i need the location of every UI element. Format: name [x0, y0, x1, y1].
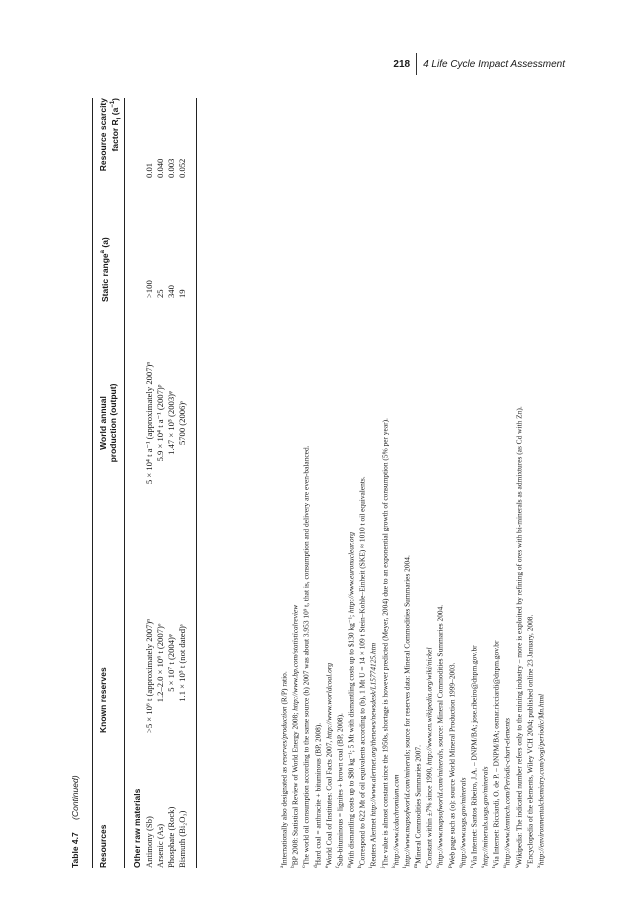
- footnote-mark: h: [357, 865, 364, 868]
- footnote-link[interactable]: http://www.euronuclear.org: [346, 532, 356, 614]
- footnote-mark: x: [535, 865, 542, 868]
- footnote-mark: p: [446, 865, 453, 868]
- footnote-tail: , source: Mineral Commodities Summaries 2004.: [435, 604, 445, 751]
- cell-rsf: 0.003: [166, 158, 176, 178]
- footnote-link[interactable]: http://www.mapsofworld.com/minerals: [435, 750, 445, 866]
- footnote-link[interactable]: http://www.lenntech.com/Periodic-chart-elements: [502, 718, 512, 866]
- cell-rsf: 0.052: [177, 158, 187, 178]
- footnote: [300, 98, 311, 868]
- col-header-static: [98, 237, 110, 302]
- rsf-close: ): [109, 98, 120, 101]
- col-header-world-line2: production (output): [108, 383, 118, 463]
- footnote-text: Web page such as (o): source World Mineral Production 1999–2003.: [447, 662, 457, 866]
- col-header-known: Known reserves: [98, 667, 108, 733]
- footnote: [312, 98, 323, 868]
- rsf-unit: (a: [109, 107, 120, 116]
- cell-static: >100: [144, 280, 154, 298]
- rsf-line2: [108, 98, 125, 186]
- table-bottom-rule: [196, 98, 197, 868]
- footnote: [423, 98, 434, 868]
- footnote-mark: a: [279, 865, 285, 868]
- cell-resource: Phosphate (Rock): [166, 806, 176, 868]
- footnote: [345, 98, 356, 868]
- footnote: [468, 98, 479, 868]
- cell-resource: Arsenic (As): [155, 823, 165, 868]
- footnote-mark: l: [401, 866, 408, 868]
- footnote-link[interactable]: http://www.usgs.gov/minerals: [458, 777, 468, 866]
- col-header-world-line1: World annual: [98, 396, 108, 450]
- footnote-text: Correspond to 622 Mt of oil equivalents according to (b), 1 Mt U = 14 × 109 t Stein–Kohle–Einheit (SKE) ≈ 1010 t oil equivalents.: [357, 476, 367, 866]
- footnote-mark: i: [368, 866, 375, 868]
- footnote: [412, 98, 423, 868]
- page-number: 218: [393, 58, 411, 70]
- footnote-text: World Coal of Institutes: Coal Facts 2007,: [324, 738, 334, 866]
- cell-rsf: 0.040: [155, 158, 165, 178]
- footnote-mark: s: [480, 865, 487, 868]
- footnote-text: Internationally also designated as: [279, 764, 289, 866]
- footnote: [401, 98, 412, 868]
- footnote-text: The world oil consumption according to the same source (b) 2007 was about 3.953 10⁹ t, that is, consumption and delivery are even-balanced.: [301, 445, 311, 866]
- col-header-world: [98, 343, 118, 503]
- col-header-resources: Resources: [98, 824, 108, 868]
- footnote-text: Via Internet: Santos Ribeiro, J.A. – DNPM/BA; jose.ribeiro@dnpm.gov.br: [469, 645, 479, 867]
- footnote: [479, 98, 490, 868]
- footnote-text: Hard coal = anthracite + bituminous (BP, 2008).: [312, 722, 322, 866]
- footnote: [278, 98, 289, 868]
- footnote-mark: n: [424, 865, 431, 868]
- footnote-link[interactable]: http://www.icdachromium.com: [391, 774, 401, 866]
- footnote-mark: f: [334, 866, 341, 868]
- footnote-mark: q: [457, 865, 464, 868]
- footnote-text: Reuters Alertnet: [368, 816, 378, 867]
- footnote: [434, 98, 445, 868]
- footnote-mark: u: [502, 865, 509, 868]
- cell-static: 19: [177, 289, 187, 298]
- table-continued: (Continued): [70, 775, 80, 820]
- footnote: [356, 98, 367, 868]
- cell-static: 25: [155, 289, 165, 298]
- rotated-table-block: [70, 98, 550, 868]
- footnote: [379, 98, 390, 868]
- rsf-line1: Resource scarcity: [98, 98, 108, 172]
- footnote: [390, 98, 401, 868]
- cell-known: >5 × 10⁶ t (approximately 2007)ⁿ: [144, 619, 154, 733]
- footnote-text: The value is almost constant since the 1950s, shortage is however predicted (Meyer, 2004) due to an exponential growth of consumption (5% per year).: [380, 418, 390, 867]
- static-sup: a: [100, 250, 106, 254]
- cell-resource: Antimony (Sb): [144, 816, 154, 868]
- footnote-text: BP 2008: Statistical Review of World Energy 2008;: [290, 710, 300, 866]
- group-heading: Other raw materials: [132, 788, 142, 868]
- cell-world: 5700 (2006)ˢ: [177, 400, 187, 446]
- footnote-link[interactable]: http://minerals.usgs.gov/minerals: [480, 766, 490, 866]
- footnote-text: Wikipedia: The indicated number refers only to the mining industry – more is exploited by refining of ores with bi-minerals as admixtures (as Cd with Zn).: [514, 406, 524, 866]
- footnote-mark: j: [379, 866, 386, 868]
- footnote-mark: g: [346, 865, 353, 868]
- footnote: [367, 98, 378, 868]
- cell-known: 1.2–2.0 × 10⁶ t (2007)ᵒ: [155, 623, 165, 703]
- table-caption: [70, 775, 80, 868]
- footnote-mark: b: [290, 865, 297, 868]
- footnote-text: Mineral Commodities Summaries 2007.: [413, 745, 423, 864]
- footnote-mark: d: [312, 865, 319, 868]
- col-header-rsf: [98, 98, 125, 186]
- footnote: [490, 98, 501, 868]
- footnote-link[interactable]: http://www.alertnet.org/thenews/newsdesk/L15774125.htm: [368, 642, 378, 817]
- footnote-text: With dismantling costs up to $80 kg⁻¹; 5 Mt with dismantling costs up to $130 kg⁻¹;: [346, 613, 356, 866]
- footnote-link[interactable]: http://www.bp.com/statisticalreview: [290, 604, 300, 711]
- rsf-label: factor R: [109, 119, 120, 152]
- cell-world: 5 × 10⁴ t a⁻¹ (approximately 2007)ⁿ: [144, 361, 154, 485]
- footnote-link[interactable]: reserves/production: [279, 706, 289, 765]
- footnote: [289, 98, 300, 868]
- static-label: Static range: [99, 253, 110, 302]
- footnote-text: Constant within ±7% since 1990,: [424, 765, 434, 866]
- footnote-text: Via Internet: Ricciardi, O. de P. – DNPM/BA; osmar.ricciardi@dnpm.gov.br: [491, 640, 501, 867]
- cell-known: 5 × 10⁷ t (2004)ᵠ: [166, 634, 176, 692]
- footnote: [524, 98, 535, 868]
- footnote-mark: m: [413, 863, 420, 868]
- table-top-rule: [92, 98, 93, 868]
- footnote-tail: ; source for reserves data: Mineral Commodities Summaries 2004.: [402, 555, 412, 752]
- table-header-rule: [124, 98, 125, 868]
- footnote-mark: c: [301, 865, 308, 868]
- cell-rsf: 0.01: [144, 162, 154, 178]
- footnote-mark: w: [524, 864, 531, 868]
- footnote: [501, 98, 512, 868]
- footnote-link[interactable]: http://www.worldcoal.org: [324, 662, 334, 739]
- footnote-tail: (R/P) ratio.: [279, 671, 289, 707]
- cell-resource: Bismuth (Bi₂O₃): [177, 810, 187, 868]
- cell-world: 5.9 × 10⁴ t a⁻¹ (2007)ᵖ: [155, 384, 165, 462]
- footnote-mark: k: [390, 865, 397, 868]
- footnote: [446, 98, 457, 868]
- footnote: [457, 98, 468, 868]
- header-divider: [416, 53, 417, 75]
- footnote-mark: t: [491, 866, 498, 868]
- footnote-mark: e: [323, 865, 330, 868]
- footnote-mark: v: [513, 865, 520, 868]
- footnote-text: Sub-bituminous = lignites + brown coal (BP, 2008).: [335, 713, 345, 867]
- cell-world: 1.47 × 10⁵ (2003)ᵠ: [166, 391, 176, 455]
- footnote-mark: o: [435, 865, 442, 868]
- footnote-link[interactable]: http://www.mapsofworld.com/minerals: [402, 751, 412, 867]
- footnote-link[interactable]: http://www.en.wikipedia.org/wiki/nickel: [424, 647, 434, 766]
- footnote: [323, 98, 334, 868]
- static-unit: (a): [99, 237, 110, 248]
- cell-known: 1.1 × 10⁵ t (not dated)ˢ: [177, 624, 187, 702]
- footnote: [535, 98, 546, 868]
- table-footnotes: [278, 98, 546, 868]
- page-header: [393, 53, 565, 75]
- cell-static: 340: [166, 285, 176, 298]
- rsf-sub: i: [116, 117, 123, 120]
- footnote-mark: r: [468, 866, 475, 868]
- chapter-title: 4 Life Cycle Impact Assessment: [423, 58, 565, 70]
- table-label: Table 4.7: [70, 832, 80, 868]
- rsf-exp: −1: [110, 100, 116, 108]
- footnote: [513, 98, 524, 868]
- footnote-text: Encyclopedia of the elements, Wiley VCH 2004; published online 23 January, 2008.: [525, 614, 535, 865]
- footnote-link[interactable]: http://environmentalchemistry.com/yogi/periodic/Mn.html: [536, 693, 546, 866]
- footnote: [334, 98, 345, 868]
